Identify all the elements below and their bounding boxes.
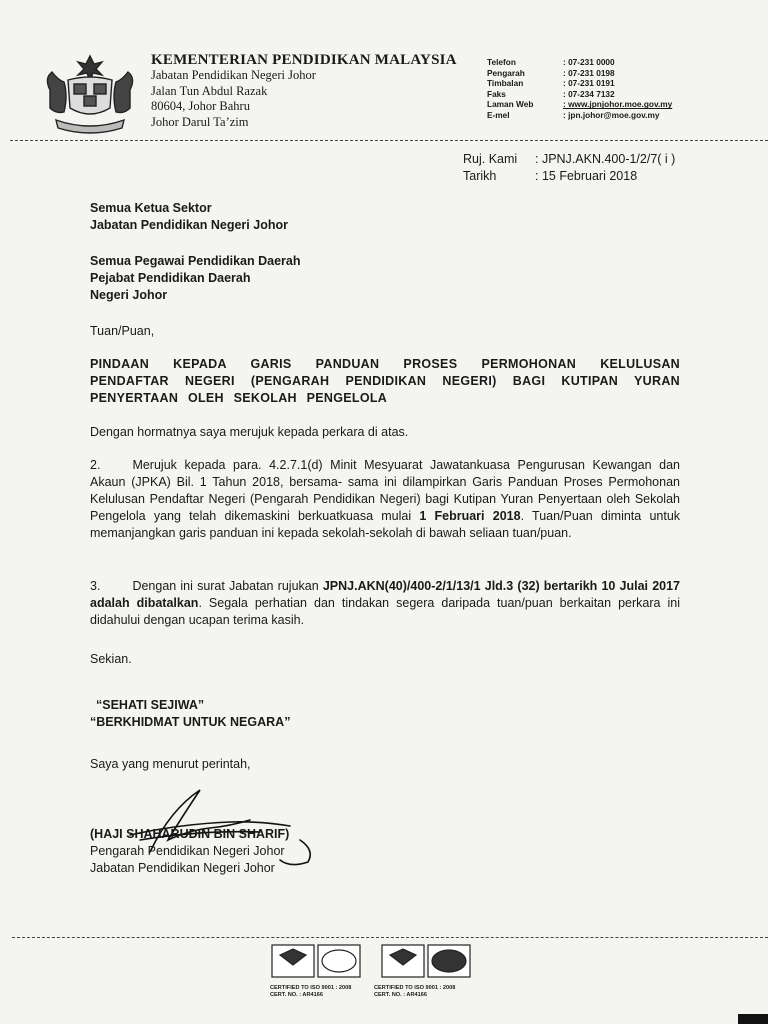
paragraph-1: Dengan hormatnya saya merujuk kepada perkara di atas. (90, 425, 409, 439)
contact-label: Telefon (487, 57, 516, 67)
recipient-group-2 (90, 253, 301, 304)
paragraph-number: 3. (90, 579, 101, 593)
signatory-name: (HAJI SHAHARUDIN BIN SHARIF) (90, 827, 290, 841)
title-line: Jabatan Pendidikan Negeri Johor (90, 861, 275, 875)
letterhead-address (151, 68, 316, 130)
closing: Sekian. (90, 652, 132, 666)
address-line: 80604, Johor Bahru (151, 99, 250, 113)
effective-date: 1 Februari 2018 (419, 509, 521, 523)
cert-line: CERT. NO. : AR4166 (374, 992, 427, 998)
contact-value: : 07-234 7132 (563, 88, 615, 99)
cert-block (270, 985, 374, 999)
ref-label: Ruj. Kami (463, 152, 518, 166)
recipient-group-1 (90, 200, 288, 234)
scan-corner-mark (738, 1014, 768, 1024)
contact-label: Timbalan (487, 78, 524, 89)
date-value: : 15 Februari 2018 (535, 169, 638, 183)
contact-value: : 07-231 0191 (563, 78, 615, 89)
order-line: Saya yang menurut perintah, (90, 757, 251, 771)
address-line: Jabatan Pendidikan Negeri Johor (151, 68, 316, 82)
contact-details (487, 57, 672, 121)
cert-line: CERT. NO. : AR4166 (270, 992, 323, 998)
website-link[interactable]: : www.jpnjohor.moe.gov.my (563, 99, 673, 110)
slogans (90, 697, 290, 731)
paragraph-text: Dengan ini surat Jabatan rujukan (132, 579, 323, 593)
email-link[interactable]: : jpn.johor@moe.gov.my (563, 109, 660, 120)
cancelled-reference: JPNJ.AKN(40)/400-2/1/13/1 Jld.3 (32) bertarikh 10 Julai 2017 adalah dibatalkan (90, 579, 680, 610)
slogan-line: “SEHATI SEJIWA” (96, 698, 205, 712)
contact-row-timbalan (487, 78, 672, 89)
contact-row-email (487, 110, 672, 121)
letter-subject: PINDAAN KEPADA GARIS PANDUAN PROSES PERMOHONAN KELULUSAN PENDAFTAR NEGERI (PENGARAH PENDIDIKAN NEGERI) BAGI KUTIPAN YURAN PENYERTAAN OLEH SEKOLAH PENGELOLA (90, 357, 680, 406)
contact-label: Pengarah (487, 67, 525, 78)
cert-block (374, 985, 478, 999)
contact-label: E-mel (487, 109, 510, 120)
footer-divider (12, 937, 768, 938)
contact-label: Faks (487, 88, 506, 99)
letterhead-divider (10, 140, 768, 141)
signatory-title (90, 843, 285, 877)
cert-line: CERTIFIED TO ISO 9001 : 2008 (374, 985, 456, 991)
contact-row-faks (487, 89, 672, 100)
date-label: Tarikh (463, 169, 497, 183)
ministry-name: KEMENTERIAN PENDIDIKAN MALAYSIA (151, 52, 457, 68)
recipient-line: Negeri Johor (90, 288, 168, 302)
ref-value: : JPNJ.AKN.400-1/2/7( i ) (535, 152, 676, 166)
ref-row (463, 151, 675, 168)
address-line: Johor Darul Ta’zim (151, 114, 249, 129)
date-row (463, 168, 675, 185)
title-line: Pengarah Pendidikan Negeri Johor (90, 844, 285, 858)
paragraph-number: 2. (90, 458, 101, 472)
contact-row-website (487, 99, 672, 110)
reference-block (463, 151, 675, 185)
cert-line: CERTIFIED TO ISO 9001 : 2008 (270, 985, 352, 991)
contact-value: : 07-231 0000 (563, 57, 615, 67)
recipient-line: Semua Ketua Sektor (90, 201, 212, 215)
contact-row-pengarah (487, 68, 672, 79)
contact-row-telefon (487, 57, 672, 68)
malaysia-crest-logo (38, 50, 142, 136)
recipient-line: Semua Pegawai Pendidikan Daerah (90, 254, 301, 268)
recipient-line: Pejabat Pendidikan Daerah (90, 271, 251, 285)
paragraph-text: Merujuk kepada para. 4.2.7.1(d) Minit Mesyuarat Jawatankuasa Pengurusan Kewangan dan Akaun (JPKA) Bil. 1 Tahun 2018, bersama- sama ini dilampirkan Garis Panduan Proses Permohonan Kelulusan Pendaftar Negeri (Pengarah Pendidikan Negeri) bagi Kutipan Yuran Penyertaan oleh Sekolah Pengelola yang telah dikemaskini berkuatkuasa mulai (90, 458, 680, 523)
certification-text (270, 985, 478, 999)
greeting: Tuan/Puan, (90, 324, 155, 338)
contact-label: Laman Web (487, 99, 534, 110)
paragraph-2 (90, 457, 680, 542)
paragraph-text: . Segala perhatian dan tindakan segera daripada tuan/puan berkaitan perkara ini didahului dengan ucapan terima kasih. (90, 596, 680, 627)
slogan-line: “BERKHIDMAT UNTUK NEGARA” (90, 715, 291, 729)
contact-value: : 07-231 0198 (563, 67, 615, 78)
recipient-line: Jabatan Pendidikan Negeri Johor (90, 218, 288, 232)
paragraph-text: . Tuan/Puan diminta untuk memanjangkan garis panduan ini kepada sekolah-sekolah di bawah seliaan tuan/puan. (90, 509, 681, 540)
address-line: Jalan Tun Abdul Razak (151, 83, 268, 98)
paragraph-3 (90, 578, 680, 629)
